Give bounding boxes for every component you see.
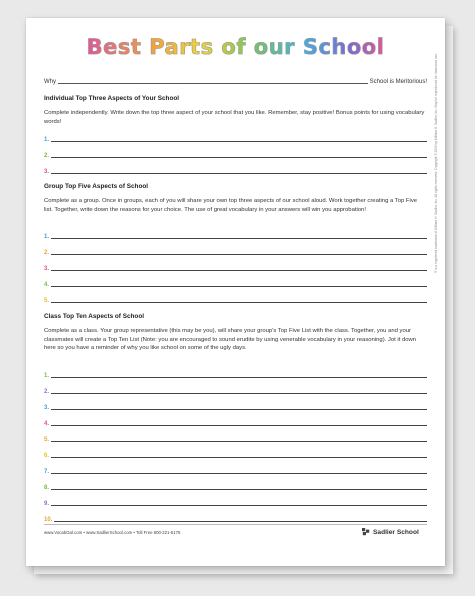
title-area <box>26 35 445 59</box>
answer-blank[interactable] <box>51 141 427 142</box>
item-number: 6. <box>44 453 50 459</box>
answer-blank[interactable] <box>51 425 427 426</box>
answer-line[interactable] <box>44 150 427 159</box>
section-instructions: Complete as a group. Once in groups, each of you will share your own top three aspects of our school aloud. Work together creating a Top Five list. Together, write down the reasons for your choice. The use of great vocabulary in your answers will win you approbation! <box>44 198 418 213</box>
answer-line[interactable] <box>44 134 427 143</box>
section-group <box>44 183 427 214</box>
item-number: 4. <box>44 421 50 427</box>
logo-text: Sadlier School <box>373 528 419 536</box>
sadlier-logo <box>362 528 419 536</box>
copyright-note: ® is a registered trademark of William H. Sadlier, Inc. All rights reserved. Copyright © 2019 by William H. Sadlier, Inc. May be reproduced for classroom use. <box>434 53 438 273</box>
answer-blank[interactable] <box>51 173 427 174</box>
why-prefix: Why <box>44 79 56 85</box>
item-number: 1. <box>44 234 50 240</box>
item-number: 5. <box>44 298 50 304</box>
sadlier-logo-icon <box>362 528 370 536</box>
item-number: 1. <box>44 137 50 143</box>
item-number: 1. <box>44 373 50 379</box>
answer-line[interactable] <box>44 434 427 443</box>
worksheet-page <box>26 18 445 566</box>
answer-line[interactable] <box>44 386 427 395</box>
answer-blank[interactable] <box>51 441 427 442</box>
answer-blank[interactable] <box>51 302 427 303</box>
item-number: 3. <box>44 266 50 272</box>
answer-line[interactable] <box>44 418 427 427</box>
item-number: 7. <box>44 469 50 475</box>
answer-line[interactable] <box>44 514 427 523</box>
item-number: 2. <box>44 389 50 395</box>
answer-line[interactable] <box>44 263 427 272</box>
answer-line[interactable] <box>44 295 427 304</box>
why-suffix: School is Meritorious! <box>369 79 427 85</box>
item-number: 2. <box>44 250 50 256</box>
section-instructions: Complete independently. Write down the top three aspect of your school that you like. Remember, stay positive! Bonus points for using vocabulary words! <box>44 110 425 125</box>
answer-blank[interactable] <box>51 286 427 287</box>
section-title: Class Top Ten Aspects of School <box>44 313 145 320</box>
section-instructions: Complete as a class. Your group representative (this may be you), will share your group's Top Five List with the class. Together, you and your classmates will create a Top Ten List (Note: you are encouraged to sound erudite by using venerable vocabulary in your reasoning). Jot it down here so you have a reminder of why you like school on some of the ugly days. <box>44 328 417 352</box>
answer-line[interactable] <box>44 370 427 379</box>
section-individual <box>44 95 427 126</box>
section-title: Individual Top Three Aspects of Your School <box>44 95 180 102</box>
answer-blank[interactable] <box>51 254 427 255</box>
answer-line[interactable] <box>44 279 427 288</box>
answer-blank[interactable] <box>51 393 427 394</box>
answer-blank[interactable] <box>51 377 427 378</box>
answer-line[interactable] <box>44 402 427 411</box>
answer-line[interactable] <box>44 450 427 459</box>
answer-line[interactable] <box>44 498 427 507</box>
answer-blank[interactable] <box>51 457 427 458</box>
answer-blank[interactable] <box>54 521 427 522</box>
item-number: 5. <box>44 437 50 443</box>
item-number: 3. <box>44 405 50 411</box>
answer-line[interactable] <box>44 166 427 175</box>
item-number: 4. <box>44 282 50 288</box>
answer-blank[interactable] <box>51 489 427 490</box>
answer-blank[interactable] <box>51 505 427 506</box>
answer-line[interactable] <box>44 231 427 240</box>
worksheet-title: Best Parts of our School <box>86 35 385 59</box>
answer-blank[interactable] <box>51 409 427 410</box>
item-number: 8. <box>44 485 50 491</box>
item-number: 9. <box>44 501 50 507</box>
footer-text: www.VocabGal.com • www.SadlierSchool.com • Toll Free 800-221-5175 <box>44 530 181 535</box>
answer-blank[interactable] <box>51 238 427 239</box>
answer-line[interactable] <box>44 482 427 491</box>
footer-divider <box>44 524 427 525</box>
answer-blank[interactable] <box>51 473 427 474</box>
item-number: 10. <box>44 517 53 523</box>
item-number: 2. <box>44 153 50 159</box>
answer-line[interactable] <box>44 247 427 256</box>
section-class <box>44 313 427 353</box>
section-title: Group Top Five Aspects of School <box>44 183 149 190</box>
why-blank[interactable] <box>58 77 368 84</box>
answer-blank[interactable] <box>51 157 427 158</box>
item-number: 3. <box>44 169 50 175</box>
answer-line[interactable] <box>44 466 427 475</box>
answer-blank[interactable] <box>51 270 427 271</box>
why-row <box>44 77 427 85</box>
